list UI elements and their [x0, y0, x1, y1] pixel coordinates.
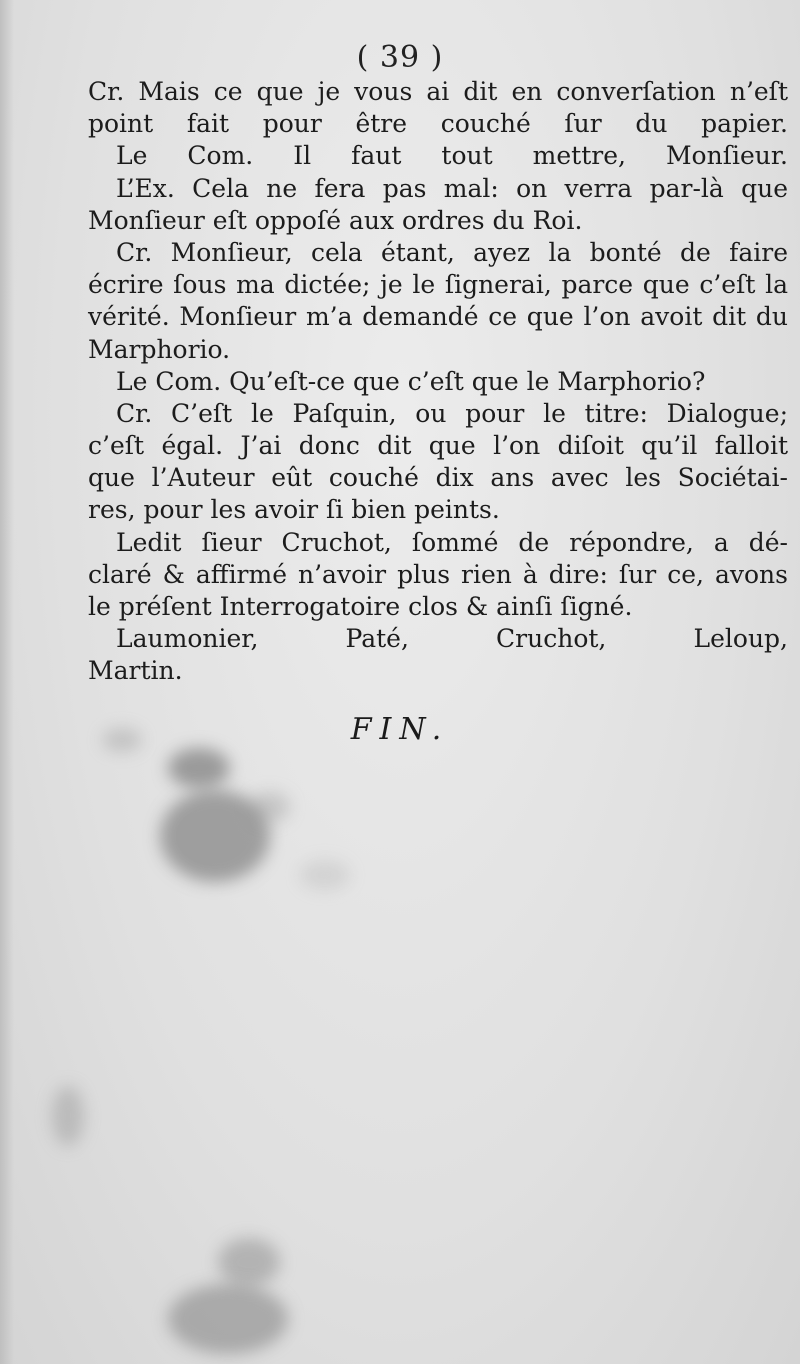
text-line: écrire ſous ma dictée; je le ſignerai, parce que c’eſt la — [88, 270, 788, 300]
ink-stain — [168, 748, 230, 788]
text-line: L’Ex. Cela ne fera pas mal: on verra par-là que — [116, 173, 788, 203]
text-line: res, pour les avoir ſi bien peints. — [88, 495, 500, 525]
text-line: Le Com. Qu’eſt-ce que c’eſt que le Marphorio? — [116, 366, 706, 396]
body-text — [88, 76, 788, 688]
signature-line: Laumonier, Paté, Cruchot, Leloup, — [116, 624, 788, 654]
text-line: Monſieur eſt oppoſé aux ordres du Roi. — [88, 205, 583, 235]
text-line: Cr. Monſieur, cela étant, ayez la bonté de faire — [116, 237, 788, 267]
text-line: point fait pour être couché ſur du papier. — [88, 109, 788, 139]
ink-stain — [218, 1238, 280, 1286]
ink-stain — [52, 1086, 84, 1146]
ink-stain — [250, 792, 290, 822]
signature-line: Martin. — [88, 656, 183, 686]
page-edge-shadow — [0, 0, 14, 1364]
text-line: que l’Auteur eût couché dix ans avec les Sociétai- — [88, 463, 788, 493]
page-number: ( 39 ) — [356, 40, 444, 75]
text-line: Marphorio. — [88, 334, 231, 364]
text-line: Cr. C’eſt le Paſquin, ou pour le titre: Dialogue; — [116, 398, 788, 428]
ink-stain — [300, 860, 350, 890]
end-mark: FIN. — [350, 712, 450, 747]
text-line: Ledit ſieur Cruchot, ſommé de répondre, a dé- — [116, 527, 788, 557]
text-line: le préſent Interrogatoire clos & ainſi ſigné. — [88, 592, 633, 621]
text-line: Cr. Mais ce que je vous ai dit en converſation n’eſt — [88, 77, 788, 106]
text-line: vérité. Monſieur m’a demandé ce que l’on avoit dit du — [88, 302, 788, 332]
ink-stain — [168, 1284, 288, 1354]
text-line: c’eſt égal. J’ai donc dit que l’on diſoit qu’il falloit — [88, 431, 788, 461]
text-line: claré & affirmé n’avoir plus rien à dire: ſur ce, avons — [88, 559, 788, 589]
text-line: Le Com. Il faut tout mettre, Monſieur. — [116, 141, 788, 171]
